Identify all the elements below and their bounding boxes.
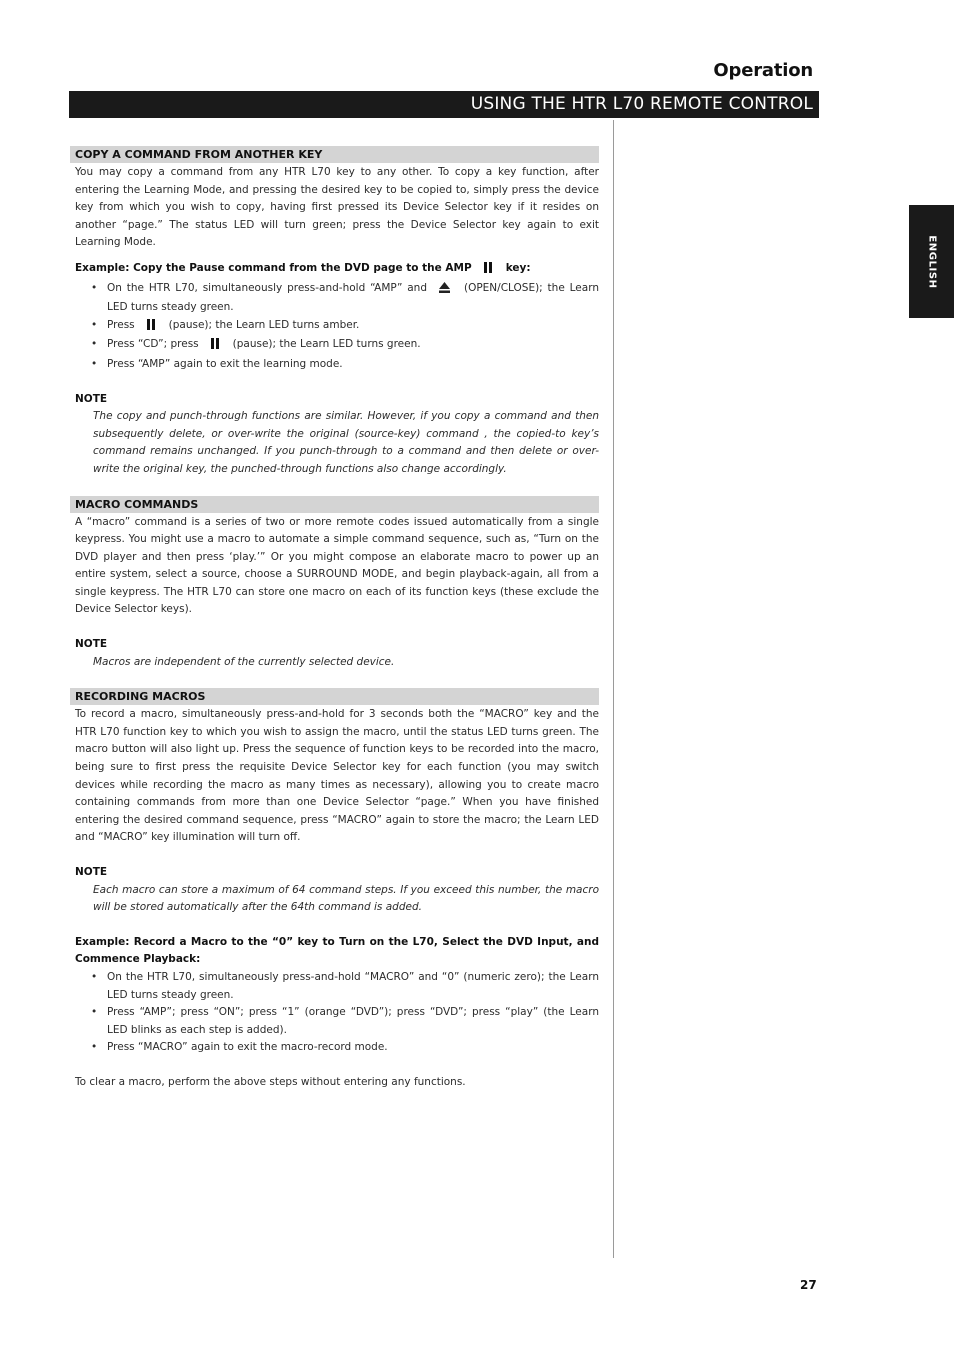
pause-icon [484, 262, 492, 280]
page-number: 27 [800, 1278, 817, 1292]
pause-icon [147, 319, 155, 337]
list-item: • Press “MACRO” again to exit the macro-record mode. [107, 1039, 599, 1057]
step-text: Press [107, 318, 135, 331]
copy-steps-list [70, 280, 599, 374]
column-divider [613, 120, 614, 1258]
recording-example-heading: Example: Record a Macro to the “0” key to Turn on the L70, Select the DVD Input, and Commence Playback: [75, 935, 599, 966]
list-item: • Press “AMP” again to exit the learning mode. [107, 356, 599, 374]
note-label: NOTE [75, 392, 108, 405]
chapter-title-bar: USING THE HTR L70 REMOTE CONTROL [69, 91, 819, 118]
step-text: (OPEN/CLOSE); the Learn LED turns steady green. [107, 281, 599, 314]
step-text: (pause); the Learn LED turns green. [232, 338, 421, 351]
step-text: Press “CD”; press [107, 338, 199, 351]
copy-note: The copy and punch-through functions are similar. However, if you copy a command and then subsequently delete, or over-write the original (source-key) command , the copied-to key’s command remains unchanged. If you punch-through to a command and then delete or over-write the original key, the punched-through functions also change accordingly. [93, 410, 599, 475]
copy-example-text: Example: Copy the Pause command from the DVD page to the AMP [75, 261, 472, 274]
pause-icon [211, 338, 219, 356]
macro-commands-body: A “macro” command is a series of two or more remote codes issued automatically from a single keypress. You might use a macro to automate a simple command sequence, such as, “Turn on the DVD player and then press ‘play.’” Or you might compose an elaborate macro to power up an entire system, select a source, choose a SURROUND MODE, and begin playback-again, all from a single keypress. The HTR L70 can store one macro on each of its function keys (these exclude the Device Selector keys). [75, 515, 599, 616]
section-title: Operation [713, 60, 813, 81]
copy-command-body: You may copy a command from any HTR L70 key to any other. To copy a key function, after entering the Learning Mode, and pressing the desired key to be copied to, simply press the device key from which you wish to copy, having first pressed its Device Selector key if it resides on another “page.” The status LED will turn green; press the Device Selector key again to exit Learning Mode. [75, 166, 599, 249]
note-label: NOTE [75, 866, 108, 878]
copy-example-tail: key: [505, 261, 531, 274]
step-text: (pause); the Learn LED turns amber. [168, 318, 360, 331]
recording-note: Each macro can store a maximum of 64 command steps. If you exceed this number, the macro will be stored automatically after the 64th command is added. [93, 883, 599, 914]
recording-macros-heading: RECORDING MACROS [70, 688, 599, 705]
copy-command-heading: COPY A COMMAND FROM ANOTHER KEY [70, 146, 599, 163]
note-label: NOTE [75, 638, 108, 651]
macro-commands-heading: MACRO COMMANDS [70, 496, 599, 513]
language-tab [909, 205, 954, 318]
recording-macros-body: To record a macro, simultaneously press-and-hold for 3 seconds both the “MACRO” key and the HTR L70 function key to which you wish to assign the macro, until the status LED turns green. The macro button will also light up. Press the sequence of function keys to be recorded into the macro, being sure to first press the requisite Device Selector key for each function (you may switch devices while recording the macro as many times as necessary), allowing you to create macro containing commands from more than one Device Selector “page.” When you have finished entering the desired command sequence, press “MACRO” again to store the macro; the Learn LED and “MACRO” key illumination will turn off. [75, 708, 599, 844]
list-item: • On the HTR L70, simultaneously press-and-hold “MACRO” and “0” (numeric zero); the Learn LED turns steady green. [107, 969, 599, 1004]
list-item: • Press “AMP”; press “ON”; press “1” (orange “DVD”); press “DVD”; press “play” (the Learn LED blinks as each step is added). [107, 1004, 599, 1039]
main-column [70, 146, 599, 1092]
macro-note: Macros are independent of the currently selected device. [93, 655, 395, 668]
clear-macro-text: To clear a macro, perform the above steps without entering any functions. [75, 1075, 466, 1088]
copy-example-heading [70, 260, 599, 280]
list-item [107, 280, 599, 317]
list-item [107, 336, 599, 356]
list-item [107, 317, 599, 337]
recording-steps-list [70, 969, 599, 1057]
eject-icon [439, 282, 450, 300]
step-text: On the HTR L70, simultaneously press-and-hold “AMP” and [107, 281, 427, 294]
language-tab-label: ENGLISH [926, 234, 937, 289]
